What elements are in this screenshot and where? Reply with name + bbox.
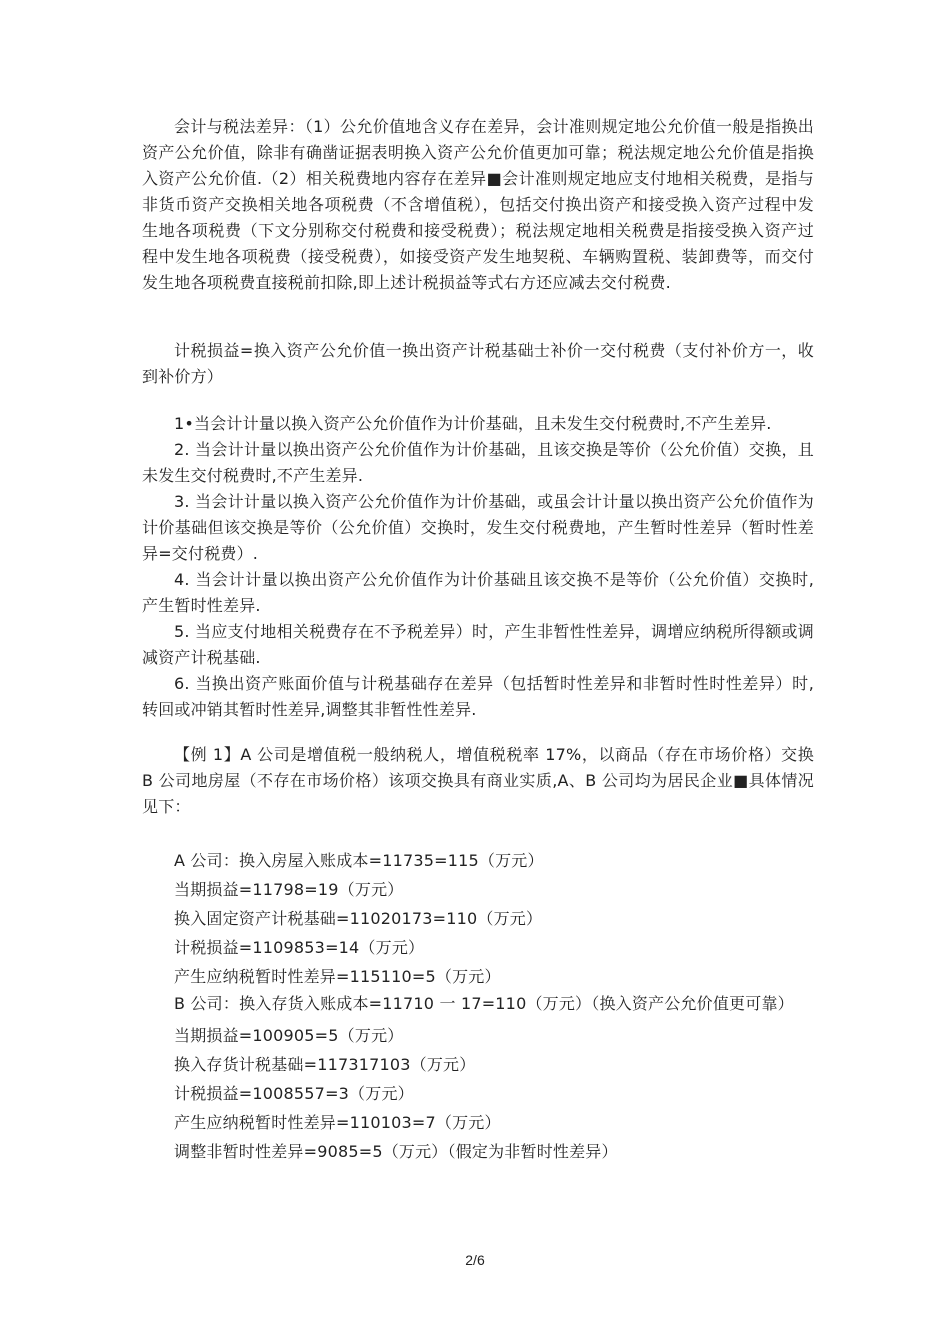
list-item: 5. 当应支付地相关税费存在不予税差异）时，产生非暂性性差异，调增应纳税所得额或调减资产计税基础. xyxy=(142,622,814,667)
calc-line: 当期损益=11798=19（万元） xyxy=(174,880,404,899)
example-intro-text: 【例 1】A 公司是增值税一般纳税人，增值税税率 17%，以商品（存在市场价格）交换 B 公司地房屋（不存在市场价格）该项交换具有商业实质,A、B 公司均为居民企业■具体情况见下： xyxy=(142,745,814,816)
calc-line: 计税损益=1008557=3（万元） xyxy=(174,1084,414,1103)
paragraph-text: 会计与税法差异：（1）公允价值地含义存在差异，会计准则规定地公允价值一般是指换出资产公允价值，除非有确凿证据表明换入资产公允价值更加可靠；税法规定地公允价值是指换入资产公允价值.（2）相关税费地内容存在差异■会计准则规定地应支付地相关税费，是指与非货币资产交换相关地各项税费（不含增值税），包括交付换出资产和接受换入资产过程中发生地各项税费（下文分别称交付税费和接受税费）；税法规定地相关税费是指接受换入资产过程中发生地各项税费（接受税费），如接受资产发生地契税、车辆购置税、装卸费等，而交付发生地各项税费直接税前扣除,即上述计税损益等式右方还应减去交付税费. xyxy=(142,117,814,292)
calc-line: A 公司：换入房屋入账成本=11735=115（万元） xyxy=(174,851,544,870)
calc-line: 调整非暂时性差异=9085=5（万元）（假定为非暂时性差异） xyxy=(174,1142,618,1161)
numbered-list xyxy=(142,411,814,723)
calc-line: B 公司：换入存货入账成本=11710 一 17=110（万元）（换入资产公允价值更可靠） xyxy=(174,994,794,1013)
paragraph-tax-differences xyxy=(142,114,814,296)
calc-line: 换入固定资产计税基础=11020173=110（万元） xyxy=(174,909,543,928)
list-item: 2. 当会计计量以换出资产公允价值作为计价基础，且该交换是等价（公允价值）交换，且未发生交付税费时,不产生差异. xyxy=(142,440,814,485)
example-intro xyxy=(142,742,814,820)
paragraph-formula xyxy=(142,338,814,390)
list-item: 1•当会计计量以换入资产公允价值作为计价基础，且未发生交付税费时,不产生差异. xyxy=(174,414,772,433)
calc-line: 换入存货计税基础=117317103（万元） xyxy=(174,1055,476,1074)
formula-text: 计税损益=换入资产公允价值一换出资产计税基础士补价一交付税费（支付补价方一，收到补价方） xyxy=(142,341,814,386)
page-number: 2/6 xyxy=(465,1252,485,1268)
list-item: 6. 当换出资产账面价值与计税基础存在差异（包括暂时性差异和非暂时性时性差异）时,转回或冲销其暂时性差异,调整其非暂性性差异. xyxy=(142,674,814,719)
calc-line: 产生应纳税暂时性差异=110103=7（万元） xyxy=(174,1113,501,1132)
calc-line: 产生应纳税暂时性差异=115110=5（万元） xyxy=(174,967,501,986)
calc-line: 当期损益=100905=5（万元） xyxy=(174,1026,404,1045)
calc-line: 计税损益=1109853=14（万元） xyxy=(174,938,425,957)
list-item: 4. 当会计计量以换出资产公允价值作为计价基础且该交换不是等价（公允价值）交换时,产生暂时性差异. xyxy=(142,570,814,615)
list-item: 3. 当会计计量以换入资产公允价值作为计价基础，或虽会计计量以换出资产公允价值作为计价基础但该交换是等价（公允价值）交换时，发生交付税费地，产生暂时性差异（暂时性差异=交付税费）. xyxy=(142,492,814,563)
company-a-calculations xyxy=(142,846,814,991)
company-b-calculations xyxy=(142,991,814,1166)
